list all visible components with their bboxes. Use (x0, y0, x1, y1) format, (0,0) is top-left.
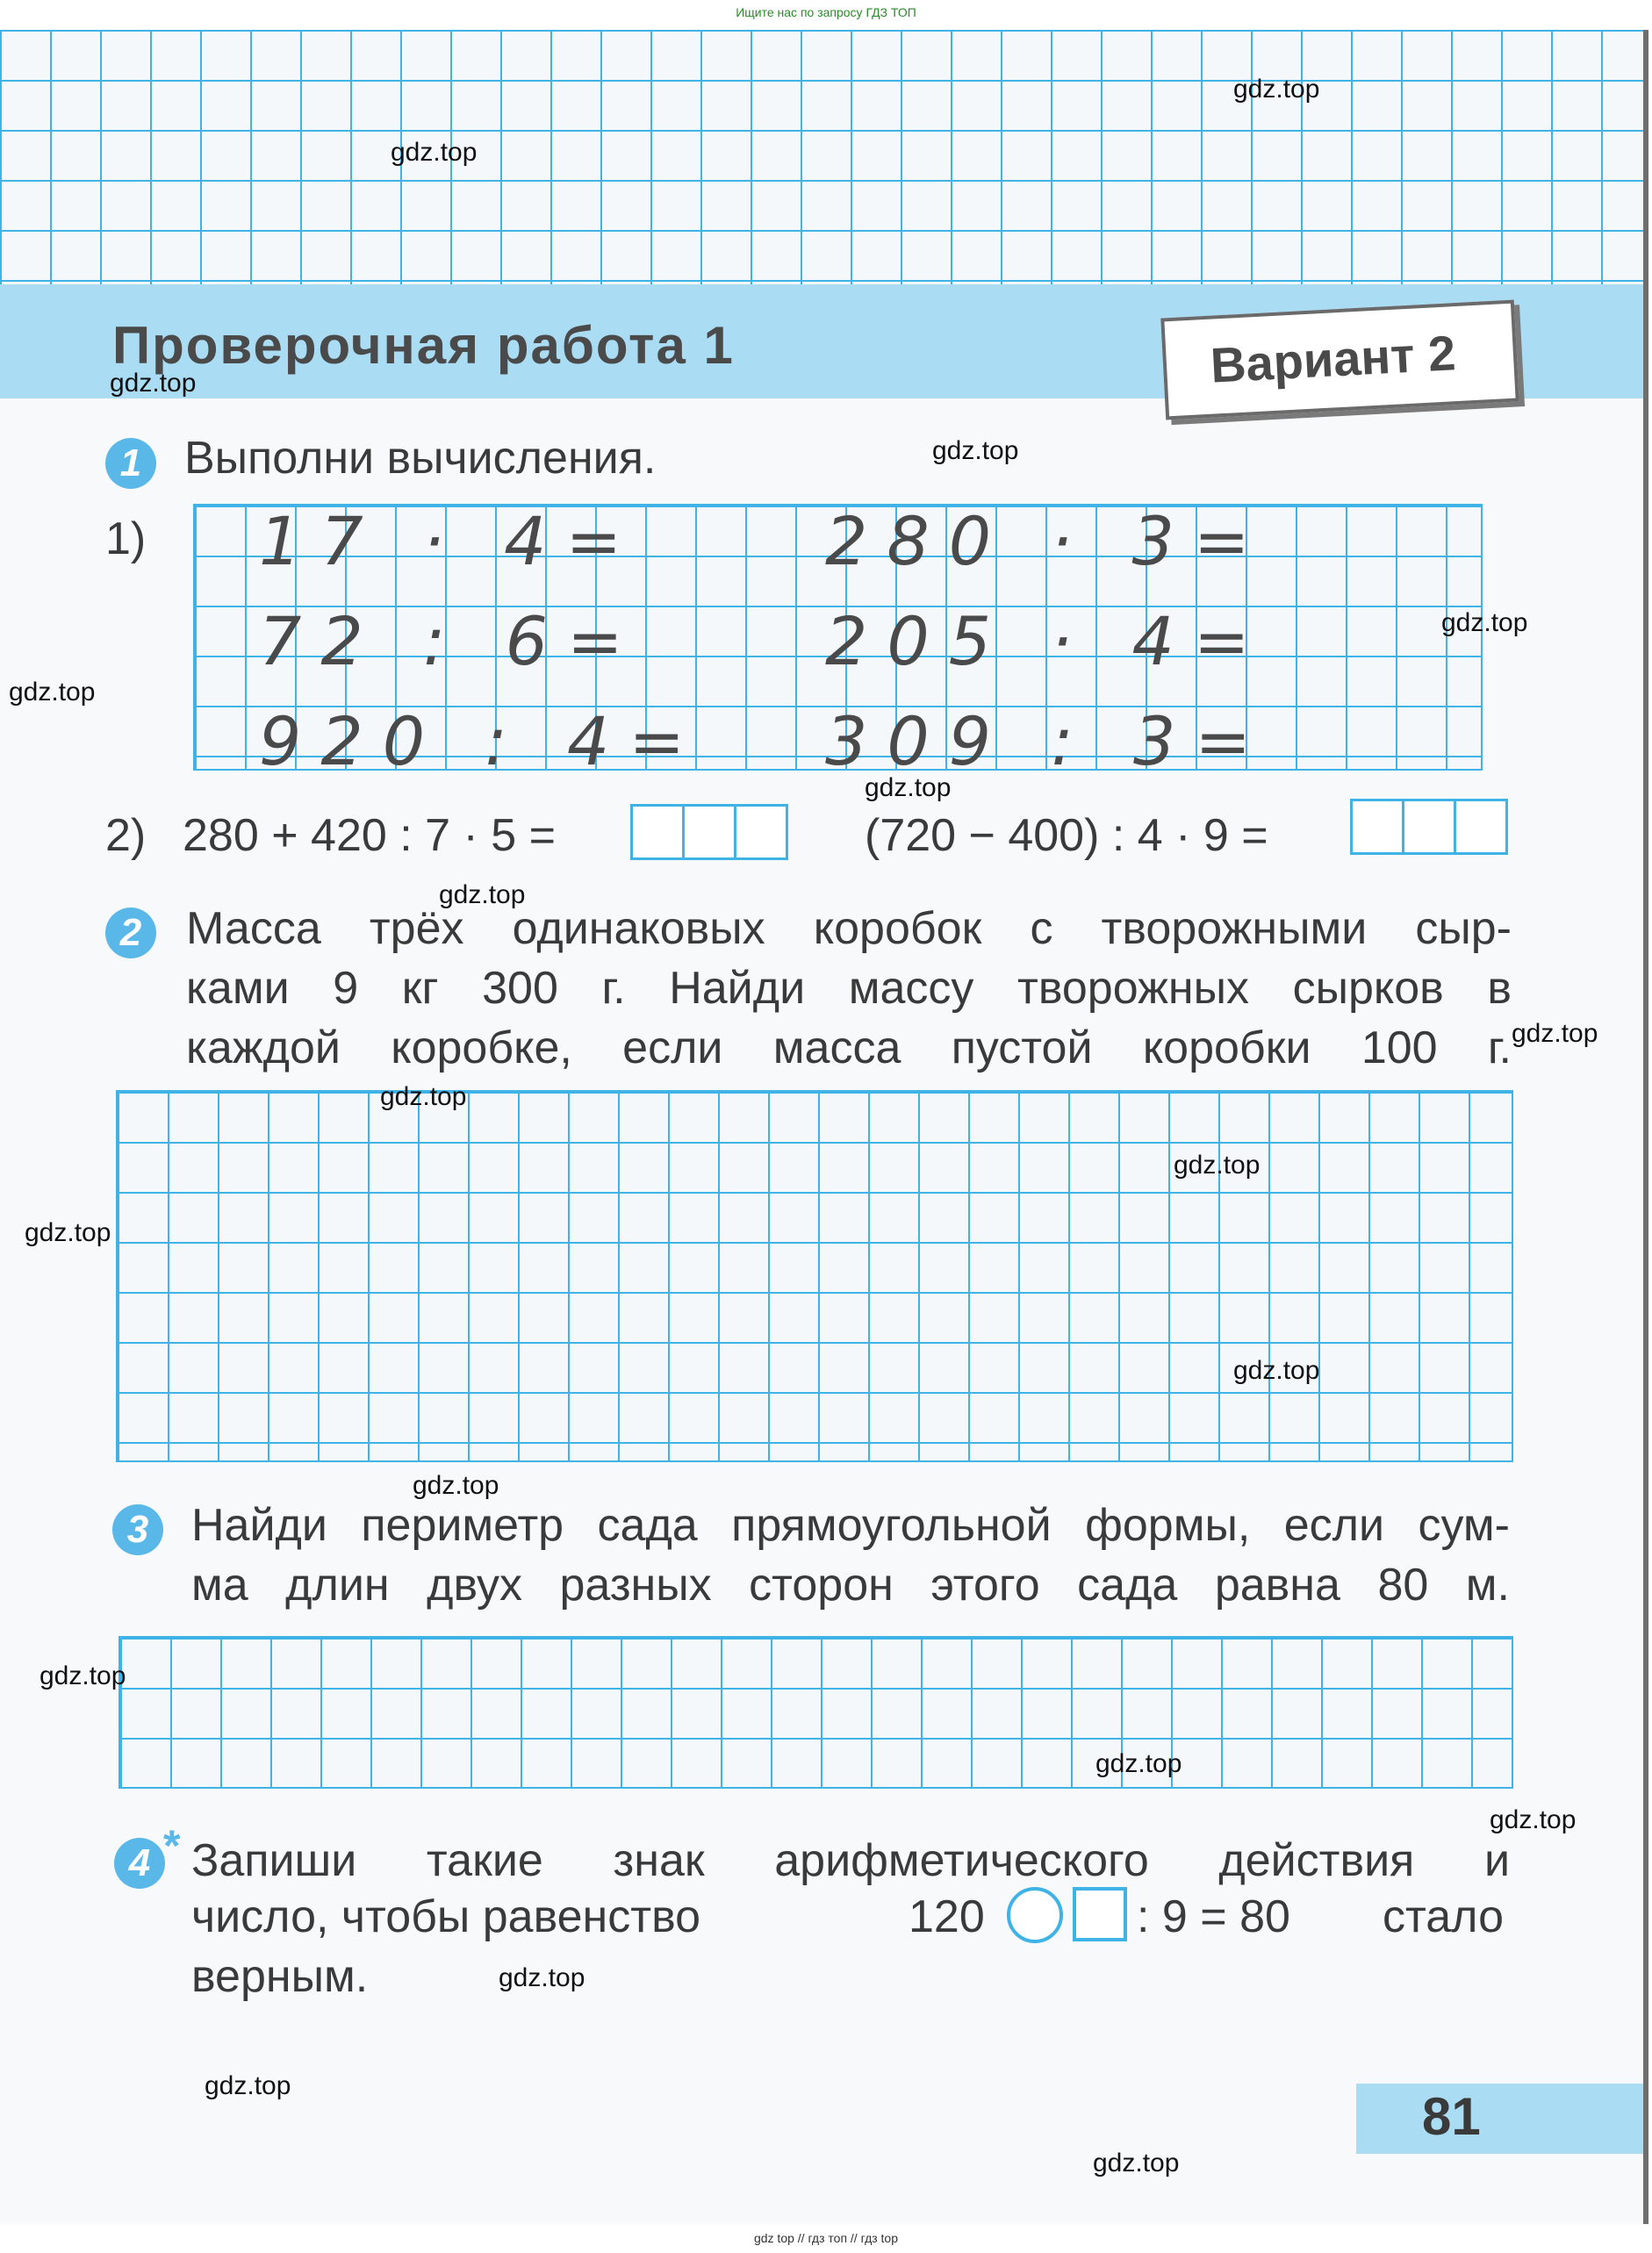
task4-line-2a: число, чтобы равенство (191, 1891, 701, 1942)
watermark: gdz.top (1093, 2149, 1180, 2178)
watermark: gdz.top (865, 773, 952, 802)
watermark: gdz.top (9, 678, 96, 707)
top-grid (0, 30, 1643, 284)
task4-number: 120 (909, 1891, 985, 1942)
task1-part1-label: 1) (105, 513, 147, 564)
watermark: gdz.top (499, 1963, 585, 1992)
calc-left-2: 72 : 6= (259, 602, 643, 680)
workbook-page (0, 30, 1648, 2224)
calc-left-1: 17 · 4= (259, 502, 642, 580)
expression-a: 280 + 420 : 7 · 5 = (183, 810, 556, 861)
task3-line-2: ма длин двух разных сторон этого сада равна 80 м. (191, 1560, 1510, 1611)
header-note: Ищите нас по запросу ГДЗ ТОП (736, 5, 916, 19)
answer-box-a[interactable] (630, 804, 788, 860)
watermark: gdz.top (391, 138, 478, 167)
task3-line-1: Найди периметр сада прямоугольной формы, если сум- (191, 1500, 1510, 1551)
task1-text: Выполни вычисления. (184, 433, 657, 484)
watermark: gdz.top (1512, 1019, 1598, 1048)
calc-right-1: 280 · 3= (825, 502, 1269, 580)
task-number-2: 2 (105, 908, 156, 958)
answer-box-b[interactable] (1350, 799, 1508, 855)
watermark: gdz.top (1441, 608, 1528, 637)
task-number-3: 3 (112, 1504, 163, 1555)
calc-right-3: 309 : 3= (825, 702, 1271, 780)
expression-b: (720 − 400) : 4 · 9 = (865, 810, 1268, 861)
watermark: gdz.top (1233, 1356, 1320, 1385)
task-number-1: 1 (105, 438, 156, 489)
page-number: 81 (1422, 2087, 1481, 2146)
number-square-input[interactable] (1073, 1887, 1127, 1941)
task-number-4: 4 (114, 1838, 165, 1889)
watermark: gdz.top (110, 369, 197, 398)
task2-answer-grid[interactable] (116, 1090, 1513, 1462)
page-title: Проверочная работа 1 (112, 316, 735, 375)
watermark: gdz.top (413, 1471, 499, 1500)
footer-note: gdz top // гдз топ // гдз top (753, 2231, 899, 2245)
task3-answer-grid[interactable] (119, 1636, 1513, 1789)
operation-circle-input[interactable] (1007, 1887, 1063, 1943)
calc-left-3: 920 : 4= (259, 702, 705, 780)
watermark: gdz.top (1233, 75, 1320, 104)
watermark: gdz.top (40, 1661, 126, 1690)
watermark: gdz.top (380, 1082, 467, 1111)
variant-label: Вариант 2 (1160, 300, 1519, 420)
watermark: gdz.top (205, 2071, 291, 2100)
watermark: gdz.top (439, 880, 526, 909)
calc-right-2: 205 · 4= (825, 602, 1269, 680)
watermark: gdz.top (25, 1218, 111, 1247)
task2-line-3: каждой коробке, если масса пустой коробки 100 г. (186, 1022, 1512, 1073)
page-number-band (1356, 2084, 1643, 2154)
task2-line-1: Масса трёх одинаковых коробок с творожными сыр- (186, 903, 1512, 954)
task4-line-2c: стало (1383, 1891, 1504, 1942)
task4-line-1: Запиши такие знак арифметического действия и (191, 1835, 1510, 1886)
watermark: gdz.top (1490, 1805, 1577, 1834)
task4-line-3: верным. (191, 1951, 369, 2002)
task1-part2-label: 2) (105, 810, 147, 861)
watermark: gdz.top (1095, 1749, 1182, 1778)
task4-star-icon: * (163, 1821, 181, 1870)
task4-line-2b: : 9 = 80 (1137, 1891, 1290, 1942)
watermark: gdz.top (1174, 1151, 1261, 1180)
watermark: gdz.top (932, 436, 1019, 465)
task2-line-2: ками 9 кг 300 г. Найди массу творожных сырков в (186, 963, 1512, 1014)
